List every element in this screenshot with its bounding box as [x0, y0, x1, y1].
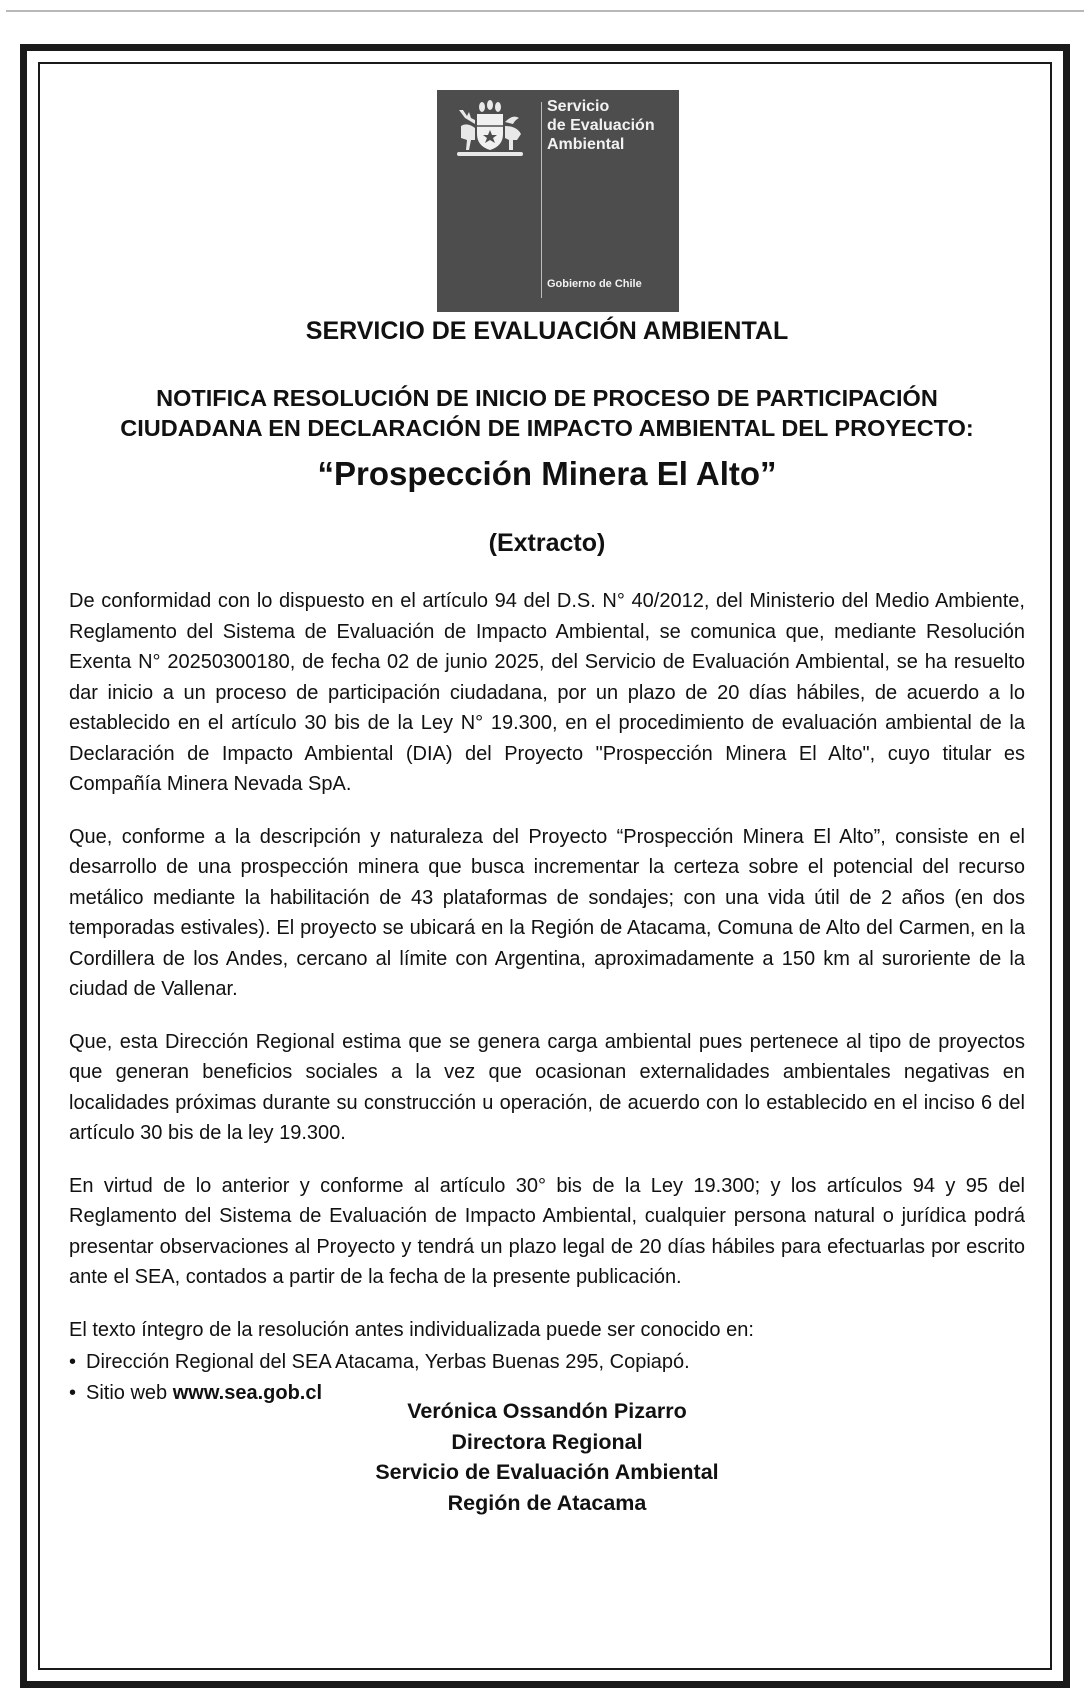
bullet-marker: • — [69, 1381, 77, 1404]
notice-body — [69, 586, 1025, 1408]
paragraph-resolution: De conformidad con lo dispuesto en el artículo 94 del D.S. N° 40/2012, del Ministerio del Medio Ambiente, Reglamento del Sistema de Evaluación de Impacto Ambiental, se comunica que, mediante Resolución Exenta N° 20250300180, de fecha 02 de junio 2025, del Servicio de Evaluación Ambiental, se ha resuelto dar inicio a un proceso de participación ciudadana, por un plazo de 20 días hábiles, de acuerdo a lo establecido en el artículo 30 bis de la Ley N° 19.300, en el procedimiento de evaluación ambiental de la Declaración de Impacto Ambiental (DIA) del Proyecto "Prospección Minera El Alto", cuyo titular es Compañía Minera Nevada SpA. — [69, 590, 1025, 795]
signatory-region: Región de Atacama — [447, 1490, 647, 1515]
sea-logo — [437, 90, 679, 312]
notice-title-line-2: CIUDADANA EN DECLARACIÓN DE IMPACTO AMBIENTAL DEL PROYECTO: — [120, 415, 974, 441]
extract-label: (Extracto) — [488, 529, 606, 557]
paragraph-environmental-load: Que, esta Dirección Regional estima que se genera carga ambiental pues pertenece al tipo de proyectos que generan beneficios sociales a la vez que ocasionan externalidades ambientales negativas en localidades próximas durante su construcción u operación, de acuerdo con lo establecido en el inciso 6 del artículo 30 bis de la ley 19.300. — [69, 1030, 1025, 1144]
signatory-role: Directora Regional — [451, 1429, 643, 1454]
notice-frame — [20, 44, 1070, 1688]
logo-text-line-1: Servicio — [547, 98, 610, 115]
signature-block — [40, 1396, 1054, 1518]
logo-government-label: Gobierno de Chile — [547, 278, 642, 290]
signatory-organization: Servicio de Evaluación Ambiental — [375, 1460, 719, 1484]
paragraph-availability: El texto íntegro de la resolución antes individualizada puede ser conocido en: — [69, 1318, 754, 1341]
website-label: Sitio web — [86, 1381, 168, 1404]
logo-text-line-2: de Evaluación — [547, 117, 655, 134]
notice-inner-frame — [38, 62, 1052, 1670]
regional-office-address: Dirección Regional del SEA Atacama, Yerbas Buenas 295, Copiapó. — [86, 1351, 690, 1373]
project-title: “Prospección Minera El Alto” — [317, 455, 777, 492]
logo-text-line-3: Ambiental — [547, 136, 625, 153]
logo-divider — [541, 102, 542, 298]
agency-heading: SERVICIO DE EVALUACIÓN AMBIENTAL — [305, 317, 789, 345]
website-link[interactable]: www.sea.gob.cl — [172, 1381, 323, 1404]
chile-coat-of-arms-icon — [447, 100, 533, 158]
signatory-name: Verónica Ossandón Pizarro — [407, 1399, 687, 1423]
paragraph-project-description: Que, conforme a la descripción y naturaleza del Proyecto “Prospección Minera El Alto”, consiste en el desarrollo de una prospección minera que busca incrementar la certeza sobre el potencial del recurso metálico mediante la habilitación de 43 plataformas de sondajes; con una vida útil de 2 años (en dos temporadas estivales). El proyecto se ubicará en la Región de Atacama, Comuna de Alto del Carmen, en la Cordillera de los Andes, cercano al límite con Argentina, aproximadamente a 150 km al suroriente de la ciudad de Vallenar. — [69, 825, 1025, 1000]
paragraph-observations: En virtud de lo anterior y conforme al artículo 30° bis de la Ley 19.300; y los artículos 94 y 95 del Reglamento del Sistema de Evaluación de Impacto Ambiental, cualquier persona natural o jurídica podrá presentar observaciones al Proyecto y tendrá un plazo legal de 20 días hábiles para efectuarlas por escrito ante el SEA, contados a partir de la fecha de la presente publicación. — [69, 1174, 1025, 1288]
list-item — [69, 1347, 1025, 1378]
bullet-marker: • — [69, 1351, 77, 1373]
notice-title-line-1: NOTIFICA RESOLUCIÓN DE INICIO DE PROCESO DE PARTICIPACIÓN — [156, 385, 938, 411]
top-divider — [6, 10, 1084, 12]
